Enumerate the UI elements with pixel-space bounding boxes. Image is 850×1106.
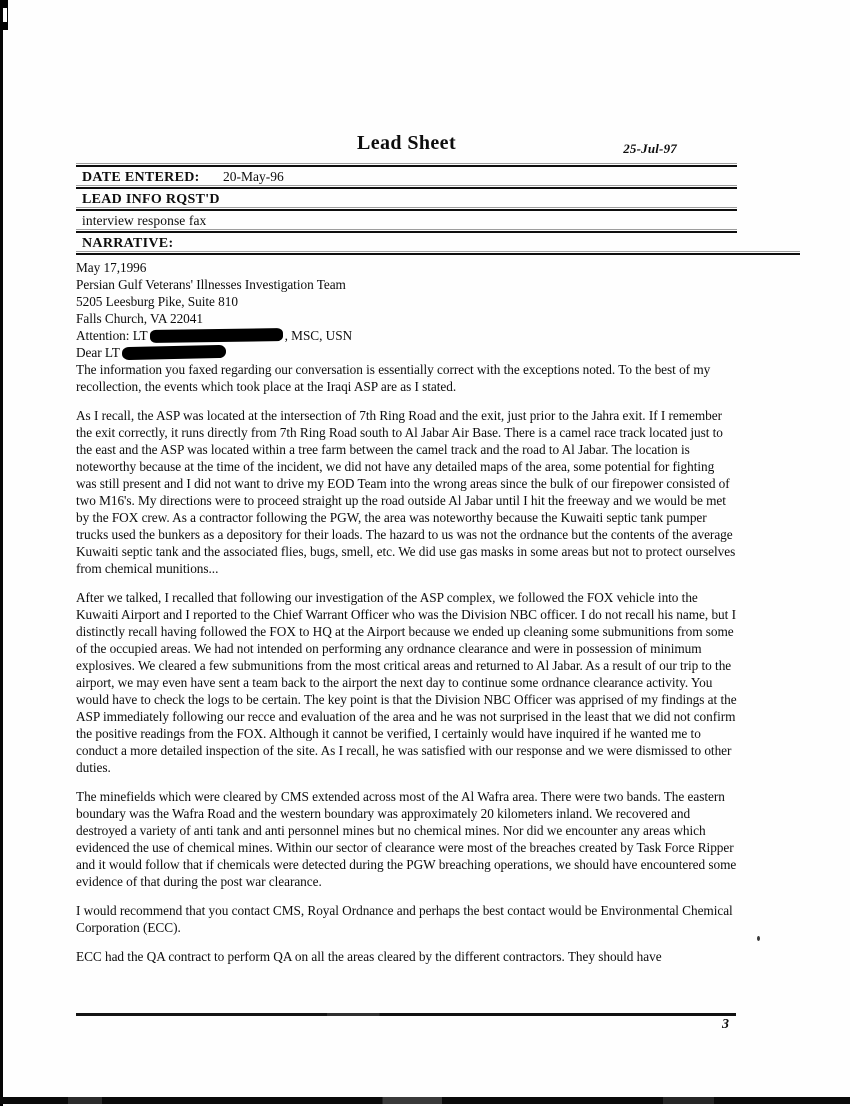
letter-paragraph: After we talked, I recalled that following our investigation of the ASP complex, we followed the FOX vehicle into the Kuwaiti Airport and I reported to the Chief Warrant Officer who was the Division NBC officer. I do not recall his name, but I distinctly recall having followed the FOX to HQ at the Airport because we ended up cleaning some submunitions from some of the occupied areas. We had not intended on performing any ordnance clearance and were in possession of minimum explosives. We cleared a few submunitions from the most critical areas and returned to Al Jabar. As a result of our trip to the airport, we may even have sent a team back to the airport the next day to continue some ordnance clearance activity. You would have to check the logs to be certain. The key point is that the Division NBC Officer was apprised of my findings at the ASP immediately following our recce and evaluation of the area and he was not surprised in the least that we did not confirm the positive readings from the FOX. Although it cannot be verified, I certainly would have inquired if he wanted me to conduct a more detailed inspection of the site. As I recall, he was satisfied with our response and we were dismissed to other duties.	[76, 590, 737, 775]
page-number: 3	[722, 1017, 729, 1032]
scan-edge-artifact-bottom	[0, 1097, 850, 1104]
redaction-bar	[150, 328, 283, 343]
scan-corner-notch	[3, 8, 7, 22]
field-row-narrative	[76, 234, 737, 251]
narrative-letter	[76, 259, 738, 965]
letter-paragraph: As I recall, the ASP was located at the intersection of 7th Ring Road and the exit, just prior to the Jahra exit. If I remember the exit correctly, it runs directly from 7th Ring Road south to Al Jabar Air Base. There is a camel race track located just to the east and the ASP was located within a tree farm between the camel track and the road to Al Jabar. The location is noteworthy because at the time of the incident, we did not have any detailed maps of the area, some potential for fighting was still present and I did not want to drive my EOD Team into the wrong areas since the bulk of our firepower consisted of two M16's. My directions were to proceed straight up the road outside Al Jabar until I hit the freeway and we would be met by the FOX crew. As a contractor following the PGW, the area was noteworthy because the Kuwaiti septic tank pumper trucks used the bunkers as a depository for their loads. The hazard to us was not the ordnance but the contents of the average Kuwaiti septic tank and the associated flies, bugs, smell, etc. We did use gas masks in some areas but not to protect ourselves from chemical munitions...	[76, 408, 736, 576]
letter-paragraph: The information you faxed regarding our conversation is essentially correct with the exceptions noted. To the best of my recollection, the events which took place at the Iraqi ASP are as I stated.	[76, 362, 711, 394]
field-label: interview response fax	[82, 213, 207, 228]
report-date: 25-Jul-97	[623, 141, 677, 156]
scan-edge-artifact-left	[0, 0, 3, 1106]
field-row-lead-info	[76, 190, 737, 207]
field-label: DATE ENTERED:	[82, 170, 200, 185]
page-title: Lead Sheet	[357, 132, 456, 154]
letter-date: May 17,1996	[76, 260, 147, 275]
document-header	[76, 132, 737, 163]
letter-paragraph: ECC had the QA contract to perform QA on all the areas cleared by the different contractors. They should have	[76, 949, 662, 964]
letter-paragraph: I would recommend that you contact CMS, Royal Ordnance and perhaps the best contact would be Environmental Chemical Corporation (ECC).	[76, 903, 733, 935]
letter-paragraph: The minefields which were cleared by CMS extended across most of the Al Wafra area. There were two bands. The eastern boundary was the Wafra Road and the western boundary was approximately 20 kilometers inland. We recovered and destroyed a variety of anti tank and anti personnel mines but no chemical mines. Nor did we encounter any areas which evidenced the use of chemical mines. Within our sector of clearance were most of the breaches created by Task Force Ripper and it would follow that if chemicals were detected during the PGW breaching operations, we should have encountered some evidence of that during the post war clearance.	[76, 789, 737, 889]
salutation-line	[76, 344, 738, 361]
redaction-bar	[122, 345, 226, 360]
scan-speck	[757, 936, 760, 941]
address-line: 5205 Leesburg Pike, Suite 810	[76, 294, 238, 309]
attention-line	[76, 327, 738, 344]
document-body	[76, 132, 737, 965]
salutation-prefix: Dear LT	[76, 345, 120, 360]
field-label: LEAD INFO RQST'D	[82, 192, 220, 207]
attention-prefix: Attention: LT	[76, 328, 148, 343]
field-value: 20-May-96	[223, 169, 284, 184]
footer-rule	[76, 1013, 736, 1016]
attention-suffix: , MSC, USN	[284, 328, 353, 343]
ruled-line	[76, 251, 800, 256]
field-row-response-type	[76, 212, 737, 229]
lead-field-table	[76, 163, 737, 256]
field-row-date-entered	[76, 168, 737, 185]
address-line: Persian Gulf Veterans' Illnesses Investigation Team	[76, 277, 346, 292]
address-line: Falls Church, VA 22041	[76, 311, 203, 326]
field-label: NARRATIVE:	[82, 236, 174, 251]
